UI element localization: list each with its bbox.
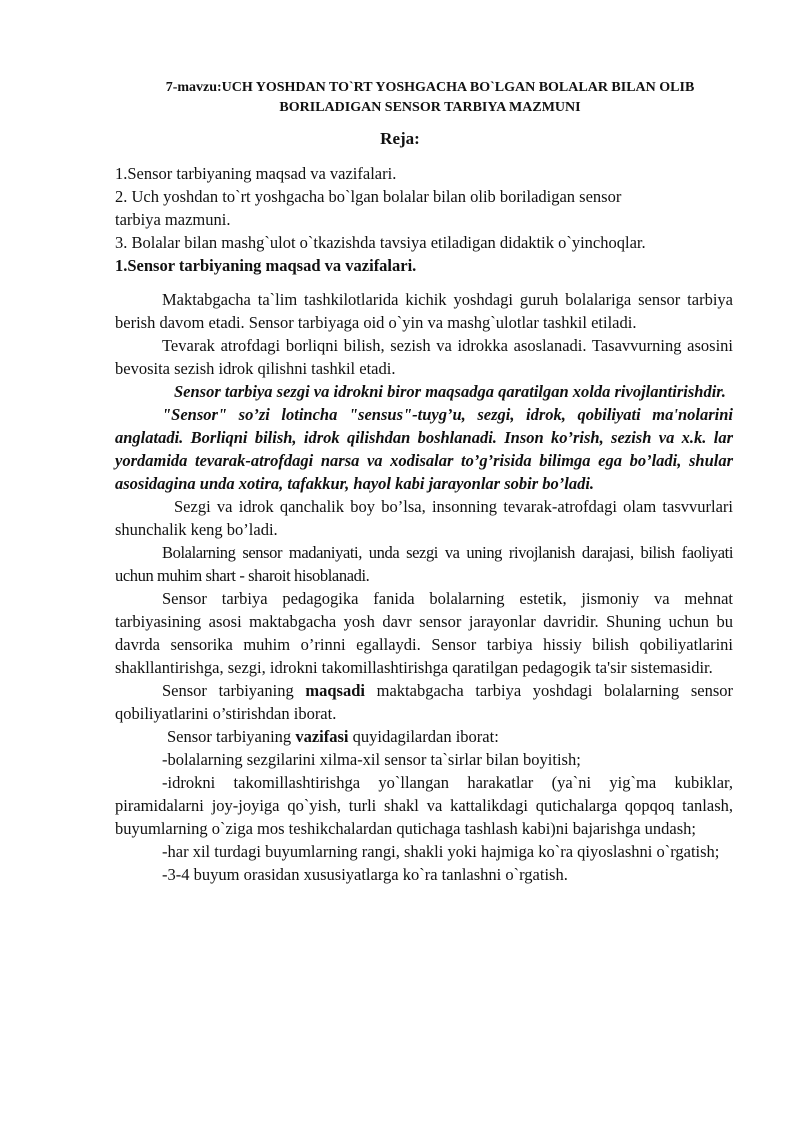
- paragraph-8-post: maktabgacha tarbiya yoshdagi bolalarning sensor qobiliyatlarini o’stirishdan iborat.: [115, 681, 733, 723]
- task-item-4: -3-4 buyum orasidan xususiyatlarga ko`ra tanlashni o`rgatish.: [162, 865, 568, 884]
- plan-heading: Reja:: [380, 129, 420, 148]
- task-item-1: -bolalarning sezgilarini xilma-xil sensor ta`sirlar bilan boyitish;: [162, 750, 581, 769]
- task-item-2: -idrokni takomillashtirishga yo`llangan harakatlar (ya`ni yig`ma kubiklar, piramidalarni joy-joyiga qo`yish, turli shakl va kattalikdagi qutichalarga qopqoq tanlash, buyumlarning o`ziga mos teshikchalardan qutichaga tashlash kabi)ni bajarishga undash;: [115, 773, 733, 838]
- paragraph-6: Bolalarning sensor madaniyati, unda sezgi va uning rivojlanish darajasi, bilish faoliyati uchun muhim shart - sharoit hisoblanadi.: [115, 543, 733, 585]
- tasks-term: vazifasi: [295, 727, 349, 746]
- document-title: [100, 78, 760, 118]
- plan-item-3: 3. Bolalar bilan mashg`ulot o`tkazishda tavsiya etiladigan didaktik o`yinchoqlar.: [115, 233, 646, 252]
- section-heading: 1.Sensor tarbiyaning maqsad va vazifalari.: [115, 256, 417, 275]
- paragraph-8-pre: Sensor tarbiyaning: [162, 681, 306, 700]
- document-body: [115, 288, 733, 886]
- plan-list: [115, 162, 740, 277]
- paragraph-3-definition: Sensor tarbiya sezgi va idrokni biror maqsadga qaratilgan xolda rivojlantirishdir.: [174, 382, 726, 401]
- task-item-3: -har xil turdagi buyumlarning rangi, shakli yoki hajmiga ko`ra qiyoslashni o`rgatish;: [162, 842, 720, 861]
- plan-item-2-line-1: 2. Uch yoshdan to`rt yoshgacha bo`lgan bolalar bilan olib boriladigan sensor: [115, 187, 622, 206]
- paragraph-9-tasks: [115, 725, 733, 748]
- paragraph-7: Sensor tarbiya pedagogika fanida bolalarning estetik, jismoniy va mehnat tarbiyasining asosi maktabgacha yosh davr sensor jarayonlar davridir. Shuning uchun bu davrda sensorika muhim o’rinni egallaydi. Sensor tarbiya hissiy bilish qobiliyatlarini shakllantirishga, sezgi, idrokni takomillashtirishga qaratilgan pedagogik ta'sir sistemasidir.: [115, 589, 733, 677]
- paragraph-1: Maktabgacha ta`lim tashkilotlarida kichik yoshdagi guruh bolalariga sensor tarbiya berish davom etadi. Sensor tarbiyaga oid o`yin va mashg`ulotlar tashkil etiladi.: [115, 290, 733, 332]
- title-line-1: 7-mavzu:UCH YOSHDAN TO`RT YOSHGACHA BO`LGAN BOLALAR BILAN OLIB: [165, 80, 695, 95]
- plan-item-1: 1.Sensor tarbiyaning maqsad va vazifalari.: [115, 164, 397, 183]
- paragraph-4-sensor-meaning: "Sensor" so’zi lotincha "sensus"-tuyg’u, sezgi, idrok, qobiliyati ma'nolarini anglatadi. Borliqni bilish, idrok qilishdan boshlanadi. Inson ko’rish, sezish va x.k. lar yordamida tevarak-atrofdagi narsa va xodisalar to’g’risida bilimga ega bo’ladi, shular asosidagina unda xotira, tafakkur, hayol kabi jarayonlar sobir bo’ladi.: [115, 405, 733, 493]
- paragraph-8-goal: [115, 679, 733, 725]
- paragraph-2: Tevarak atrofdagi borliqni bilish, sezish va idrokka asoslanadi. Tasavvurning asosini bevosita sezish idrok qilishni tashkil etadi.: [115, 336, 733, 378]
- goal-term: maqsadi: [305, 681, 365, 700]
- title-line-2: BORILADIGAN SENSOR TARBIYA MAZMUNI: [279, 100, 581, 115]
- paragraph-9-post: quyidagilardan iborat:: [348, 727, 499, 746]
- paragraph-5: Sezgi va idrok qanchalik boy bo’lsa, insonning tevarak-atrofdagi olam tasvvurlari shunchalik keng bo’ladi.: [115, 497, 733, 539]
- plan-item-2-line-2: tarbiya mazmuni.: [115, 210, 231, 229]
- paragraph-9-pre: Sensor tarbiyaning: [167, 727, 296, 746]
